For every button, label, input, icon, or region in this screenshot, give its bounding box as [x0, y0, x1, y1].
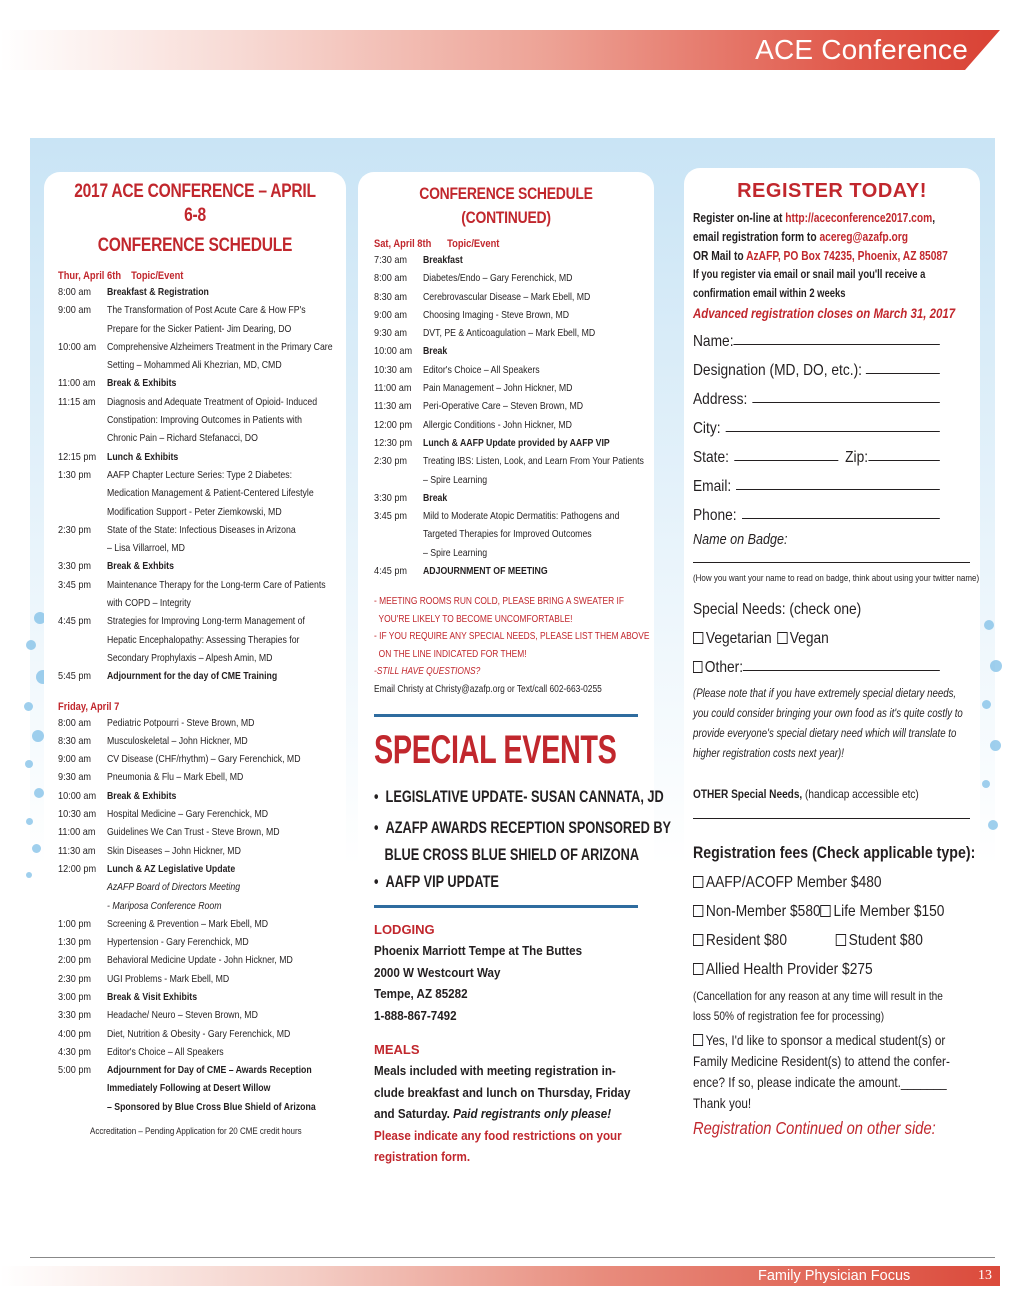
schedule-time: 1:30 pm: [58, 469, 92, 481]
schedule-event: – Lisa Villarroel, MD: [107, 543, 185, 555]
lodging-line: Tempe, AZ 85282: [374, 986, 468, 1002]
schedule-time: 4:45 pm: [374, 566, 408, 578]
lodging-details: [374, 940, 654, 1026]
schedule-event: Hepatic Encephalopathy: Assessing Therapies for: [107, 634, 300, 646]
special-event-item-cont: BLUE CROSS BLUE SHIELD OF ARIZONA: [384, 845, 640, 865]
schedule-time: [58, 595, 101, 613]
schedule-event: Setting – Mohammed Ali Khezrian, MD, CMD: [107, 360, 282, 372]
schedule-row: [58, 467, 346, 485]
schedule-row: [58, 357, 346, 375]
registration-panel: [684, 168, 980, 1148]
register-url-link[interactable]: http://aceconference2017.com: [785, 211, 933, 225]
schedule-time: [58, 1099, 101, 1117]
schedule-time: 8:00 am: [58, 287, 92, 298]
friday-heading: Friday, April 7: [58, 700, 120, 713]
thursday-schedule: [58, 284, 346, 687]
schedule-event: Mild to Moderate Atopic Dermatitis: Pathogens and: [423, 511, 620, 523]
schedule-event: Breakfast: [423, 255, 463, 266]
cancellation-line: loss 50% of registration fee for processing): [693, 1009, 885, 1023]
schedule-event: Targeted Therapies for Improved Outcomes: [423, 529, 592, 541]
schedule-event: Comprehensive Alzheimers Treatment in the Primary Care: [107, 341, 333, 353]
vegan-checkbox[interactable]: Vegan: [777, 624, 829, 653]
schedule-time: 8:30 am: [374, 291, 408, 303]
schedule-time: 9:00 am: [58, 305, 92, 317]
schedule-row: [58, 284, 346, 302]
schedule-row: [58, 485, 346, 503]
schedule-event: DVT, PE & Anticoagulation – Mark Ebell, MD: [423, 328, 596, 340]
schedule-time: 12:30 pm: [374, 437, 413, 449]
fee-nonmember-checkbox[interactable]: Non-Member $580: [693, 897, 821, 926]
schedule-time: [374, 545, 417, 563]
topic-label: Topic/Event: [447, 238, 500, 250]
schedule-time: 11:00 am: [58, 378, 96, 390]
badge-label: Name on Badge:: [693, 531, 788, 548]
schedule-row: [374, 508, 654, 526]
schedule-time: [58, 485, 101, 503]
schedule-event: AzAFP Board of Directors Meeting: [107, 882, 241, 894]
schedule-row: [58, 668, 346, 686]
schedule-event: Headache/ Neuro – Steven Brown, MD: [107, 1010, 258, 1022]
schedule-time: [58, 504, 101, 522]
sponsor-line: Yes, I'd like to sponsor a medical student(s) or: [693, 1030, 934, 1051]
schedule-event: Lunch & AZ Legislative Update: [107, 863, 236, 875]
meals-details: [374, 1060, 654, 1168]
schedule-row: [58, 952, 346, 970]
schedule-row: [58, 971, 346, 989]
schedule-row: [58, 449, 346, 467]
schedule-row: [374, 380, 654, 398]
register-mail-line: OR Mail to AzAFP, PO Box 74235, Phoenix, AZ 85087: [693, 249, 948, 263]
register-online-line: Register on-line at http://aceconference2017.com,: [693, 211, 936, 225]
schedule-time: 2:30 pm: [58, 973, 92, 985]
schedule-event: Lunch & Exhibits: [107, 451, 179, 463]
divider: [374, 905, 638, 908]
schedule-time: 3:30 pm: [58, 1010, 92, 1022]
meals-line: and Saturday. Paid registrants only please!: [374, 1106, 612, 1122]
schedule-event: Constipation: Improving Outcomes in Patients with: [107, 415, 303, 427]
schedule-event: Secondary Prophylaxis – Alpesh Amin, MD: [107, 652, 273, 664]
schedule-time: [58, 650, 101, 668]
schedule-row: [58, 504, 346, 522]
schedule-row: [58, 916, 346, 934]
schedule-time: 3:45 pm: [58, 579, 92, 591]
schedule-event: The Transformation of Post Acute Care & How FP's: [107, 305, 306, 317]
schedule-event: with COPD – Integrity: [107, 598, 191, 610]
schedule-row: [374, 545, 654, 563]
schedule-event: Chronic Pain – Richard Stefanacci, DO: [107, 433, 258, 445]
schedule-time: 11:15 am: [58, 396, 96, 408]
schedule-row: [58, 769, 346, 787]
schedule-time: 10:30 am: [374, 364, 413, 376]
schedule-time: [58, 430, 101, 448]
schedule-event: Hospital Medicine – Gary Ferenchick, MD: [107, 809, 269, 821]
schedule-event: Break & Exhbits: [107, 561, 174, 573]
diet-note-line: (Please note that if you have extremely special dietary needs,: [693, 688, 957, 700]
saturday-label: Sat, April 8th: [374, 238, 432, 250]
cancellation-note: [693, 986, 980, 1026]
fee-resident-checkbox[interactable]: Resident $80: [693, 926, 836, 955]
schedule-time: 3:00 pm: [58, 991, 92, 1003]
other-needs-label: OTHER Special Needs, (handicap accessible etc): [693, 787, 919, 801]
badge-input[interactable]: [693, 550, 970, 563]
schedule-event: Peri-Operative Care – Steven Brown, MD: [423, 401, 584, 413]
contact-note: Email Christy at Christy@azafp.org or Text/call 602-663-0255: [374, 683, 602, 695]
schedule-row: [58, 934, 346, 952]
sponsor-line: ence? If so, please indicate the amount._______: [693, 1074, 947, 1090]
schedule-event: Maintenance Therapy for the Long-term Care of Patients: [107, 579, 326, 591]
schedule-time: 4:30 pm: [58, 1046, 92, 1058]
name-field[interactable]: Name:: [693, 327, 940, 356]
schedule-time: [58, 540, 101, 558]
register-email-link[interactable]: acereg@azafp.org: [819, 230, 909, 244]
schedule-event: Hypertension - Gary Ferenchick, MD: [107, 937, 249, 949]
schedule-time: 10:00 am: [374, 346, 413, 358]
schedule-title: 2017 ACE CONFERENCE – APRIL 6-8: [74, 181, 316, 226]
meals-line: clude breakfast and lunch on Thursday, Friday: [374, 1084, 631, 1100]
register-email-line: email registration form to acereg@azafp.org: [693, 230, 909, 244]
schedule-row: [374, 270, 654, 288]
schedule-event: Pain Management – John Hickner, MD: [423, 383, 573, 395]
topic-label: Topic/Event: [131, 270, 184, 282]
schedule-time: [58, 1080, 101, 1098]
schedule-time: 10:00 am: [58, 790, 97, 802]
meeting-note-line: - IF YOU REQUIRE ANY SPECIAL NEEDS, PLEASE LIST THEM ABOVE: [374, 631, 650, 643]
schedule-time: 9:30 am: [374, 328, 408, 340]
schedule-row: [58, 577, 346, 595]
schedule-row: [58, 595, 346, 613]
schedule-time: [58, 357, 101, 375]
schedule-row: [58, 806, 346, 824]
schedule-event: Strategies for Improving Long-term Management of: [107, 616, 305, 628]
friday-schedule: [58, 715, 346, 1118]
schedule-event: Break & Exhibits: [107, 790, 177, 802]
schedule-row: [58, 824, 346, 842]
schedule-row: [374, 453, 654, 471]
schedule-event: Breakfast & Registration: [107, 287, 209, 298]
address-field[interactable]: Address:: [693, 385, 940, 414]
schedule-row: [374, 252, 654, 270]
meeting-note-line: - MEETING ROOMS RUN COLD, PLEASE BRING A SWEATER IF: [374, 596, 625, 608]
special-event-item: • AAFP VIP UPDATE: [374, 872, 499, 892]
footer-title: Family Physician Focus: [758, 1268, 911, 1284]
lodging-line: Phoenix Marriott Tempe at The Buttes: [374, 943, 583, 959]
schedule-event: Break & Exhibits: [107, 378, 177, 390]
city-field[interactable]: City:: [693, 414, 940, 443]
schedule-row: [374, 435, 654, 453]
cancellation-line: (Cancellation for any reason at any time will result in the: [693, 989, 943, 1003]
schedule-time: 10:30 am: [58, 809, 97, 821]
other-diet-field[interactable]: Other:: [693, 653, 940, 682]
meals-line: Please indicate any food restrictions on your: [374, 1127, 622, 1143]
sponsor-line: Thank you!: [693, 1095, 752, 1111]
schedule-time: [58, 632, 101, 650]
page-number: 13: [978, 1268, 992, 1283]
special-needs-label: Special Needs: (check one): [693, 601, 862, 618]
schedule-row: [58, 715, 346, 733]
saturday-heading: [374, 238, 612, 250]
schedule-continued-title: CONFERENCE SCHEDULE (CONTINUED): [419, 184, 593, 227]
schedule-time: [58, 412, 101, 430]
fee-student-checkbox[interactable]: Student $80: [836, 926, 923, 955]
fee-row: [693, 897, 945, 926]
schedule-event: Modification Support - Peter Ziemkowski, MD: [107, 506, 282, 518]
schedule-time: [58, 898, 101, 916]
schedule-event: ADJOURNMENT OF MEETING: [423, 566, 548, 578]
schedule-row: [58, 540, 346, 558]
schedule-time: 4:45 pm: [58, 616, 92, 628]
schedule-event: Diet, Nutrition & Obesity - Gary Ferenchick, MD: [107, 1028, 291, 1040]
schedule-time: 3:45 pm: [374, 511, 408, 523]
schedule-time: 5:00 pm: [58, 1065, 92, 1077]
diet-note-line: provide everyone's special dietary need which will translate to: [693, 728, 957, 740]
fee-row: [693, 926, 940, 955]
schedule-subtitle: CONFERENCE SCHEDULE: [97, 235, 293, 256]
schedule-time: 11:30 am: [374, 401, 412, 413]
schedule-row: [374, 490, 654, 508]
divider: [374, 714, 638, 717]
registration-deadline: Advanced registration closes on March 31, 2017: [693, 306, 956, 321]
sponsor-line: Family Medicine Resident(s) to attend the confer-: [693, 1053, 950, 1069]
schedule-row: [58, 751, 346, 769]
diet-note-line: higher registration costs next year)!: [693, 748, 844, 760]
schedule-event: Break: [423, 492, 448, 504]
schedule-event: Lunch & AAFP Update provided by AAFP VIP: [423, 437, 610, 449]
schedule-time: 8:30 am: [58, 735, 92, 747]
schedule-event: Allergic Conditions - John Hickner, MD: [423, 419, 572, 431]
schedule-row: [58, 650, 346, 668]
schedule-row: [58, 558, 346, 576]
schedule-event: Screening & Prevention – Mark Ebell, MD: [107, 918, 269, 930]
register-confirm-line: confirmation email within 2 weeks: [693, 288, 846, 300]
schedule-row: [58, 1080, 346, 1098]
schedule-row: [58, 339, 346, 357]
schedule-time: 11:00 am: [58, 827, 96, 839]
meals-line: registration form.: [374, 1149, 471, 1165]
schedule-row: [58, 1044, 346, 1062]
meals-heading: MEALS: [374, 1042, 420, 1058]
special-events-list: [374, 783, 672, 895]
schedule-continued-panel: [358, 172, 672, 1165]
schedule-row: [374, 472, 654, 490]
register-title: REGISTER TODAY!: [737, 180, 927, 202]
fee-life-checkbox[interactable]: Life Member $150: [821, 897, 945, 926]
schedule-row: [58, 861, 346, 879]
schedule-event: Editor's Choice – All Speakers: [107, 1046, 224, 1058]
schedule-row: [374, 417, 654, 435]
schedule-event: Skin Diseases – John Hickner, MD: [107, 845, 241, 857]
lodging-heading: LODGING: [374, 922, 435, 938]
email-field[interactable]: Email:: [693, 472, 940, 501]
fee-aafp-checkbox[interactable]: AAFP/ACOFP Member $480: [693, 868, 940, 897]
schedule-row: [58, 1062, 346, 1080]
schedule-row: [374, 289, 654, 307]
schedule-time: 2:30 pm: [374, 456, 408, 468]
lodging-line: 1-888-867-7492: [374, 1007, 457, 1023]
schedule-time: 10:00 am: [58, 341, 97, 353]
fee-allied-checkbox[interactable]: Allied Health Provider $275: [693, 955, 940, 984]
schedule-event: Immediately Following at Desert Willow: [107, 1083, 271, 1095]
schedule-time: 2:30 pm: [58, 524, 92, 536]
sponsor-option[interactable]: [693, 1030, 980, 1114]
decorative-dots-right: [976, 600, 1016, 900]
schedule-row: [58, 1026, 346, 1044]
schedule-panel: [44, 172, 346, 1152]
thursday-heading: [58, 270, 303, 282]
schedule-event: UGI Problems - Mark Ebell, MD: [107, 973, 230, 985]
schedule-event: Diagnosis and Adequate Treatment of Opioid- Induced: [107, 396, 318, 408]
schedule-row: [58, 302, 346, 320]
schedule-event: Break: [423, 346, 448, 358]
schedule-event: – Spire Learning: [423, 474, 488, 486]
schedule-event: Pediatric Potpourri - Steve Brown, MD: [107, 717, 255, 729]
schedule-row: [58, 375, 346, 393]
schedule-row: [58, 898, 346, 916]
schedule-event: Adjournment for the day of CME Training: [107, 671, 278, 683]
schedule-time: 7:30 am: [374, 255, 408, 266]
fees-title: Registration fees (Check applicable type):: [693, 844, 976, 862]
schedule-event: – Sponsored by Blue Cross Blue Shield of Arizona: [107, 1101, 316, 1113]
schedule-row: [58, 430, 346, 448]
schedule-row: [58, 632, 346, 650]
schedule-time: 11:00 am: [374, 383, 412, 395]
schedule-event: AAFP Chapter Lecture Series: Type 2 Diabetes:: [107, 469, 293, 481]
designation-field[interactable]: Designation (MD, DO, etc.):: [693, 356, 940, 385]
schedule-time: 2:00 pm: [58, 955, 92, 967]
vegetarian-checkbox[interactable]: Vegetarian: [693, 624, 772, 653]
schedule-event: Choosing Imaging - Steve Brown, MD: [423, 309, 570, 321]
register-confirm-line: If you register via email or snail mail you'll receive a: [693, 269, 926, 281]
schedule-event: Break & Visit Exhibits: [107, 991, 198, 1003]
other-needs-input[interactable]: [693, 804, 970, 819]
schedule-event: Cerebrovascular Disease – Mark Ebell, MD: [423, 291, 591, 303]
saturday-schedule: [374, 252, 654, 581]
schedule-time: 8:00 am: [58, 717, 92, 729]
schedule-time: [374, 472, 417, 490]
meeting-note-line: YOU'RE LIKELY TO BECOME UNCOMFORTABLE!: [374, 613, 573, 625]
meeting-notes: [374, 593, 654, 681]
schedule-event: Guidelines We Can Trust - Steve Brown, MD: [107, 827, 280, 839]
badge-hint: (How you want your name to read on badge, think about using your twitter name): [693, 573, 980, 584]
schedule-time: 5:45 pm: [58, 671, 92, 683]
phone-field[interactable]: Phone:: [693, 501, 940, 530]
schedule-time: 11:30 am: [58, 845, 96, 857]
schedule-time: 9:30 am: [58, 772, 92, 784]
schedule-row: [58, 989, 346, 1007]
schedule-event: CV Disease (CHF/rhythm) – Gary Ferenchick, MD: [107, 754, 301, 766]
schedule-time: 4:00 pm: [58, 1028, 92, 1040]
schedule-row: [374, 307, 654, 325]
schedule-event: State of the State: Infectious Diseases in Arizona: [107, 524, 296, 536]
schedule-row: [58, 843, 346, 861]
schedule-row: [374, 362, 654, 380]
schedule-event: Diabetes/Endo – Gary Ferenchick, MD: [423, 273, 573, 285]
schedule-event: – Spire Learning: [423, 547, 488, 559]
schedule-time: 9:00 am: [374, 309, 408, 321]
accreditation-note: Accreditation – Pending Application for 20 CME credit hours: [90, 1126, 302, 1138]
special-event-item: • AZAFP AWARDS RECEPTION SPONSORED BY: [374, 818, 672, 838]
schedule-row: [58, 412, 346, 430]
schedule-row: [58, 394, 346, 412]
schedule-event: Musculoskeletal – John Hickner, MD: [107, 735, 248, 747]
schedule-row: [374, 563, 654, 581]
meals-line: Meals included with meeting registration in-: [374, 1063, 616, 1079]
schedule-row: [58, 613, 346, 631]
schedule-event: Editor's Choice – All Speakers: [423, 364, 540, 376]
registration-continued: Registration Continued on other side:: [693, 1118, 936, 1138]
schedule-time: 12:00 pm: [374, 419, 413, 431]
schedule-row: [58, 1099, 346, 1117]
header-title: ACE Conference: [755, 34, 968, 65]
thursday-label: Thur, April 6th: [58, 270, 122, 282]
schedule-row: [58, 522, 346, 540]
schedule-time: 12:00 pm: [58, 863, 97, 875]
schedule-time: 3:30 pm: [374, 492, 408, 504]
special-event-item: • LEGISLATIVE UPDATE- SUSAN CANNATA, JD: [374, 787, 664, 807]
schedule-time: 1:00 pm: [58, 918, 92, 930]
schedule-event: Behavioral Medicine Update - John Hickner, MD: [107, 955, 293, 967]
schedule-row: [58, 1007, 346, 1025]
schedule-row: [374, 343, 654, 361]
diet-options: [693, 624, 940, 653]
schedule-row: [374, 398, 654, 416]
schedule-time: 1:30 pm: [58, 937, 92, 949]
schedule-event: Prepare for the Sicker Patient- Jim Dearing, DO: [107, 323, 292, 335]
meeting-note-line: -STILL HAVE QUESTIONS?: [374, 666, 481, 678]
schedule-time: [58, 879, 101, 897]
special-events-title: SPECIAL EVENTS: [374, 728, 617, 773]
schedule-time: 8:00 am: [374, 273, 408, 285]
diet-note-line: you could consider bringing your own food as it's quite costly to: [693, 708, 963, 720]
schedule-event: Adjournment for Day of CME – Awards Reception: [107, 1065, 312, 1077]
schedule-time: 9:00 am: [58, 754, 92, 766]
schedule-event: Treating IBS: Listen, Look, and Learn From Your Patients: [423, 456, 644, 468]
schedule-time: [374, 526, 417, 544]
schedule-time: 12:15 pm: [58, 451, 97, 463]
schedule-event: Pneumonia & Flu – Mark Ebell, MD: [107, 772, 244, 784]
schedule-event: - Mariposa Conference Room: [107, 900, 222, 912]
state-zip-field[interactable]: State: Zip:: [693, 443, 940, 472]
schedule-time: 3:30 pm: [58, 561, 92, 573]
schedule-row: [58, 321, 346, 339]
schedule-row: [374, 325, 654, 343]
schedule-row: [58, 788, 346, 806]
schedule-row: [374, 526, 654, 544]
diet-note: [693, 684, 980, 764]
lodging-line: 2000 W Westcourt Way: [374, 964, 501, 980]
footer-divider: [30, 1257, 995, 1258]
schedule-row: [58, 733, 346, 751]
schedule-event: Medication Management & Patient-Centered Lifestyle: [107, 488, 314, 500]
schedule-time: [58, 321, 101, 339]
meeting-note-line: ON THE LINE INDICATED FOR THEM!: [374, 648, 527, 660]
schedule-row: [58, 879, 346, 897]
